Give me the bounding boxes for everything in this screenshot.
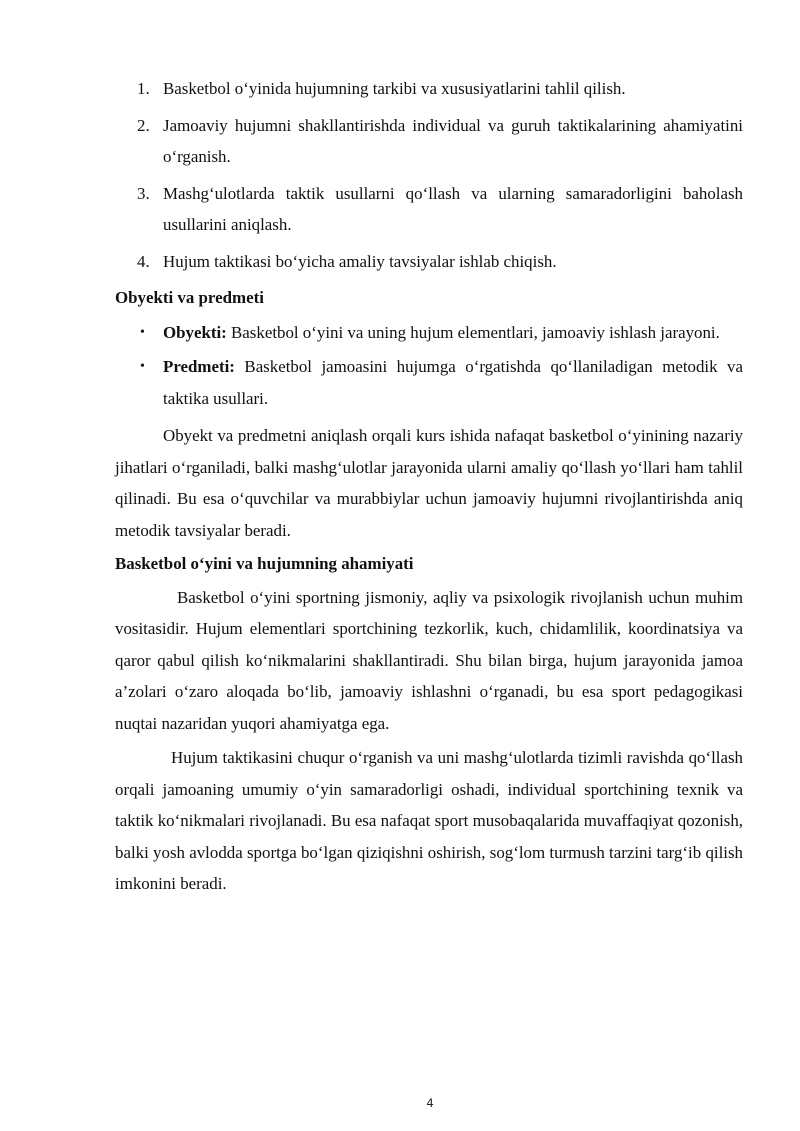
section-heading-objects: Obyekti va predmeti bbox=[115, 288, 264, 307]
bullet-icon: • bbox=[140, 324, 145, 340]
list-number: 4. bbox=[137, 251, 150, 271]
list-item bbox=[115, 73, 743, 105]
term-label: Obyekti: bbox=[163, 322, 227, 342]
objects-list bbox=[115, 317, 743, 415]
section-heading-importance: Basketbol o‘yini va hujumning ahamiyati bbox=[115, 554, 414, 573]
tasks-list bbox=[115, 73, 743, 277]
body-paragraph: Basketbol o‘yini sportning jismoniy, aqliy va psixologik rivojlanish uchun muhim vositasidir. Hujum elementlari sportchining tezkorlik, kuch, chidamlilik, koordinatsiya va qaror qabul qilish ko‘nikmalarini shakllantiradi. Shu bilan birga, hujum jarayonida jamoa a’zolari o‘zaro aloqada bo‘lib, jamoaviy ishlashni o‘rganadi, bu esa sport pedagogikasi nuqtai nazaridan yuqori ahamiyatga ega. bbox=[115, 587, 743, 733]
term-description: Basketbol o‘yini va uning hujum elementlari, jamoaviy ishlash jarayoni. bbox=[226, 322, 720, 342]
list-number: 3. bbox=[137, 183, 150, 203]
list-item-text: Mashg‘ulotlarda taktik usullarni qo‘llash va ularning samaradorligini baholash usullarini aniqlash. bbox=[163, 183, 743, 234]
list-item bbox=[115, 246, 743, 278]
page-number: 4 bbox=[426, 1096, 434, 1110]
list-item bbox=[115, 178, 743, 241]
body-paragraph: Obyekt va predmetni aniqlash orqali kurs ishida nafaqat basketbol o‘yinining nazariy jihatlari o‘rganiladi, balki mashg‘ulotlar jarayonida ularni amaliy qo‘llash yo‘llari ham tahlil qilinadi. Bu esa o‘quvchilar va murabbiylar uchun jamoaviy hujumni rivojlantirishda aniq metodik tavsiyalar beradi. bbox=[115, 426, 743, 540]
list-item-text: Jamoaviy hujumni shakllantirishda individual va guruh taktikalarining ahamiyatini o‘rganish. bbox=[163, 115, 743, 166]
list-item-text: Basketbol o‘yinida hujumning tarkibi va xususiyatlarini tahlil qilish. bbox=[163, 79, 626, 98]
body-paragraph: Hujum taktikasini chuqur o‘rganish va uni mashg‘ulotlarda tizimli ravishda qo‘llash orqali jamoaning umumiy o‘yin samaradorligi oshadi, individual sportchining texnik va taktik ko‘nikmalari rivojlanadi. Bu esa nafaqat sport musobaqalarida muvaffaqiyat qozonish, balki yosh avlodda sportga bo‘lgan qiziqishni oshirish, sog‘lom turmush tarzini targ‘ib qilish imkonini beradi. bbox=[115, 748, 743, 893]
list-item-text: Hujum taktikasi bo‘yicha amaliy tavsiyalar ishlab chiqish. bbox=[163, 251, 557, 271]
list-item bbox=[115, 351, 743, 414]
list-item bbox=[115, 317, 743, 349]
term-description: Basketbol jamoasini hujumga o‘rgatishda qo‘llaniladigan metodik va taktika usullari. bbox=[163, 357, 743, 408]
list-number: 2. bbox=[137, 115, 150, 135]
list-item bbox=[115, 110, 743, 173]
list-number: 1. bbox=[137, 79, 150, 98]
page-content bbox=[115, 73, 743, 900]
bullet-icon: • bbox=[140, 359, 145, 374]
term-label: Predmeti: bbox=[163, 357, 235, 376]
